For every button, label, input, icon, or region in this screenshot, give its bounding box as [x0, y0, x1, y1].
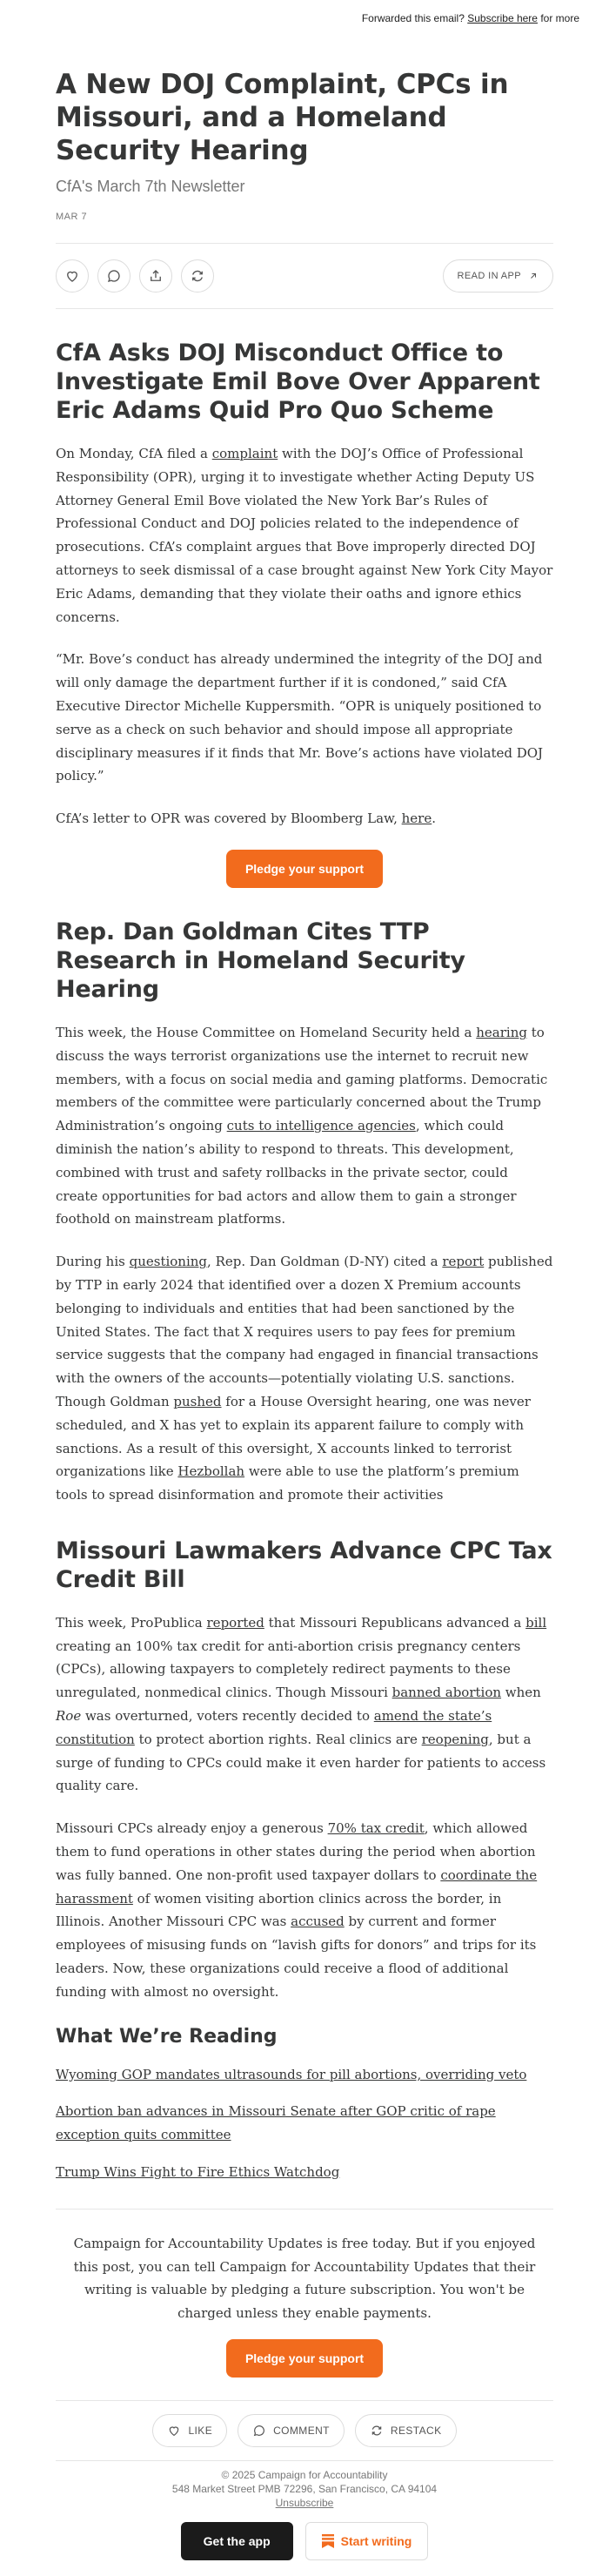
text: During his: [56, 1254, 130, 1270]
restack-icon: [370, 2424, 384, 2438]
forward-text: Forwarded this email?: [361, 12, 465, 24]
text: when: [501, 1685, 541, 1701]
amend-constitution-link[interactable]: amend the state’s constitution: [56, 1708, 492, 1747]
pledge-row: [56, 850, 553, 888]
intelligence-cuts-link[interactable]: cuts to intelligence agencies: [226, 1118, 416, 1134]
pushed-link[interactable]: pushed: [173, 1393, 222, 1409]
comment-label: COMMENT: [273, 2425, 330, 2438]
text: , Rep. Dan Goldman (D-NY) cited a: [207, 1254, 443, 1270]
like-label: LIKE: [188, 2425, 213, 2438]
get-app-button[interactable]: Get the app: [181, 2522, 293, 2560]
reading-heading: What We’re Reading: [56, 2025, 278, 2048]
hearing-link[interactable]: hearing: [476, 1024, 527, 1040]
text: for a House Oversight hearing, one was never scheduled, and X has yet to explain its apparent failure to comply with sanctions. As a result of this oversight, X accounts linked to terrorist organizations like: [56, 1393, 531, 1480]
post-subtitle: CfA's March 7th Newsletter: [56, 178, 245, 195]
accused-link[interactable]: accused: [291, 1914, 345, 1930]
text: This week, ProPublica: [56, 1614, 207, 1631]
pledge-row: [73, 2339, 536, 2378]
copyright: © 2025 Campaign for Accountability: [221, 2469, 388, 2482]
footer-action-bar: [56, 2401, 553, 2460]
text: , which allowed them to fund operations in other states during the period when abortion was fully banned. One non-profit used taxpayer dollars to: [56, 1820, 536, 1883]
footer-legal: [56, 2461, 553, 2510]
section-heading-goldman: Rep. Dan Goldman Cites TTP Research in Homeland Security Hearing: [56, 918, 465, 1003]
report-link[interactable]: report: [442, 1254, 485, 1270]
action-icons: [56, 259, 214, 293]
text: was overturned, voters recently decided to: [81, 1708, 374, 1725]
reading-item: [56, 2161, 553, 2184]
reported-link[interactable]: reported: [206, 1614, 264, 1631]
text: to discuss the ways terrorist organizations use the internet to recruit new members, with a focus on social media and gaming platforms. Democratic members of the committee were particularly concerned about the Trump Administration’s ongoing: [56, 1024, 548, 1134]
hezbollah-link[interactable]: Hezbollah: [177, 1463, 245, 1480]
text: On Monday, CfA filed a: [56, 446, 212, 461]
share-icon: [148, 268, 164, 284]
app-buttons: [56, 2522, 553, 2576]
text: published by TTP in early 2024 that identified over a dozen X Premium accounts belonging to individuals and entities that had been sanctioned by the United States. The fact that X requires users to pay fees for premium service suggests that the company had engaged in financial transactions with the owners of the accounts—potentially violating U.S. sanctions. Though Goldman: [56, 1254, 553, 1409]
text: creating an 100% tax credit for anti-abortion crisis pregnancy centers (CPCs), allowing taxpayers to completely redirect payments to these unregulated, nonmedical clinics. Though Missouri: [56, 1638, 521, 1701]
text: This week, the House Committee on Homeland Security held a: [56, 1024, 477, 1040]
text: CfA’s letter to OPR was covered by Bloomberg Law,: [56, 810, 402, 827]
reading-link[interactable]: Wyoming GOP mandates ultrasounds for pill abortions, overriding veto: [56, 2066, 527, 2082]
reading-list: [56, 2025, 553, 2184]
section-heading-missouri: Missouri Lawmakers Advance CPC Tax Credit Bill: [56, 1537, 552, 1593]
text: , which could diminish the nation’s ability to respond to threats. This development, combined with trust and safety rollbacks in the private sector, could create opportunities for bad actors and allow them to gain a stronger foothold on mainstream platforms.: [56, 1118, 517, 1227]
bloomberg-link[interactable]: here: [401, 810, 432, 827]
like-button[interactable]: [56, 259, 89, 293]
text: with the DOJ’s Office of Professional Responsibility (OPR), urging it to investigate whether Acting Deputy US Attorney General Emil Bove violated the New York Bar’s Rules of Professional Conduct and DOJ policies related to the independence of prosecutions. CfA’s complaint argues that Bove improperly directed DOJ attorneys to seek dismissal of a case brought against New York City Mayor Eric Adams, demanding that they violate their oaths and ignore ethics concerns.: [56, 446, 553, 625]
roe-emphasis: Roe: [56, 1708, 82, 1725]
cta-text: Campaign for Accountability Updates is free today. But if you enjoyed this post, you can tell Campaign for Accountability Updates that their writing is valuable by pledging a future subscription. You won't be charged unless they enable payments.: [73, 2235, 536, 2322]
restack-button[interactable]: [181, 259, 214, 293]
pledge-support-button[interactable]: Pledge your support: [226, 850, 383, 888]
paragraph: [56, 1250, 553, 1507]
questioning-link[interactable]: questioning: [129, 1254, 208, 1270]
comment-button[interactable]: [97, 259, 130, 293]
text: were able to use the platform’s premium tools to spread disinformation and promote their activities: [56, 1463, 519, 1503]
footer-like-button[interactable]: [152, 2414, 227, 2447]
text: that Missouri Republicans advanced a: [264, 1614, 526, 1631]
text: Missouri CPCs already enjoy a generous: [56, 1820, 328, 1837]
post-title: A New DOJ Complaint, CPCs in Missouri, and a Homeland Security Hearing: [56, 69, 509, 166]
text: to protect abortion rights. Real clinics are: [134, 1731, 422, 1747]
pledge-cta: [56, 2209, 553, 2378]
forward-banner: [0, 0, 609, 33]
heart-icon: [64, 268, 80, 284]
post-date: MAR 7: [56, 212, 88, 222]
comment-icon: [252, 2424, 266, 2438]
reading-link[interactable]: Trump Wins Fight to Fire Ethics Watchdog: [56, 2164, 340, 2181]
arrow-up-right-icon: [528, 271, 539, 281]
start-writing-label: Start writing: [340, 2534, 412, 2549]
quote-paragraph: “Mr. Bove’s conduct has already undermined the integrity of the DOJ and will only damage the department further if it is condoned,” said CfA Executive Director Michelle Kuppersmith. “OPR is uniquely positioned to serve as a check on such behavior and should impose all appropriate disciplinary measures if it finds that Mr. Bove’s actions have violated DOJ policy.”: [56, 651, 544, 784]
pledge-support-button[interactable]: Pledge your support: [226, 2339, 383, 2378]
text: , but a surge of funding to CPCs could make it even harder for patients to access quality care.: [56, 1731, 546, 1794]
text: .: [432, 810, 437, 827]
complaint-link[interactable]: complaint: [211, 446, 278, 461]
unsubscribe-link[interactable]: Unsubscribe: [275, 2497, 334, 2510]
reading-item: [56, 2063, 553, 2087]
footer-comment-button[interactable]: [238, 2414, 345, 2447]
read-in-app-label: READ IN APP: [457, 271, 521, 281]
reopening-link[interactable]: reopening: [421, 1731, 489, 1747]
divider: [56, 308, 553, 309]
paragraph: [56, 807, 553, 831]
harassment-link[interactable]: coordinate the harassment: [56, 1866, 538, 1907]
substack-logo-icon: [322, 2534, 334, 2548]
text: by current and former employees of misusing funds on “lavish gifts for donors” and trips for its leaders. Now, these organizations could receive a flood of additional funding with almost no oversight.: [56, 1914, 537, 2000]
text: of women visiting abortion clinics across the border, in Illinois. Another Missouri CPC was: [56, 1890, 502, 1930]
subscribe-link[interactable]: Subscribe here: [467, 12, 538, 24]
start-writing-button[interactable]: [305, 2522, 429, 2560]
paragraph: [56, 1021, 553, 1231]
restack-icon: [190, 268, 205, 284]
reading-item: [56, 2100, 553, 2147]
post-action-bar: [56, 244, 553, 308]
content-column: [56, 68, 553, 2576]
reading-link[interactable]: Abortion ban advances in Missouri Senate after GOP critic of rape exception quits committee: [56, 2103, 496, 2143]
paragraph: [56, 1611, 553, 1798]
restack-label: RESTACK: [390, 2425, 442, 2438]
tax-credit-link[interactable]: 70% tax credit: [327, 1820, 425, 1837]
heart-icon: [167, 2424, 181, 2438]
section-heading-doj: CfA Asks DOJ Misconduct Office to Investigate Emil Bove Over Apparent Eric Adams Quid Pro Quo Scheme: [56, 340, 540, 424]
paragraph: [56, 1817, 553, 2003]
share-button[interactable]: [139, 259, 172, 293]
address: 548 Market Street PMB 72296, San Francisco, CA 94104: [171, 2483, 438, 2496]
footer-restack-button[interactable]: [355, 2414, 457, 2447]
banned-abortion-link[interactable]: banned abortion: [392, 1685, 502, 1701]
paragraph: [56, 442, 553, 629]
comment-icon: [106, 268, 122, 284]
read-in-app-button[interactable]: [443, 259, 553, 293]
bill-link[interactable]: bill: [525, 1614, 547, 1631]
forward-suffix: for more: [540, 12, 579, 24]
